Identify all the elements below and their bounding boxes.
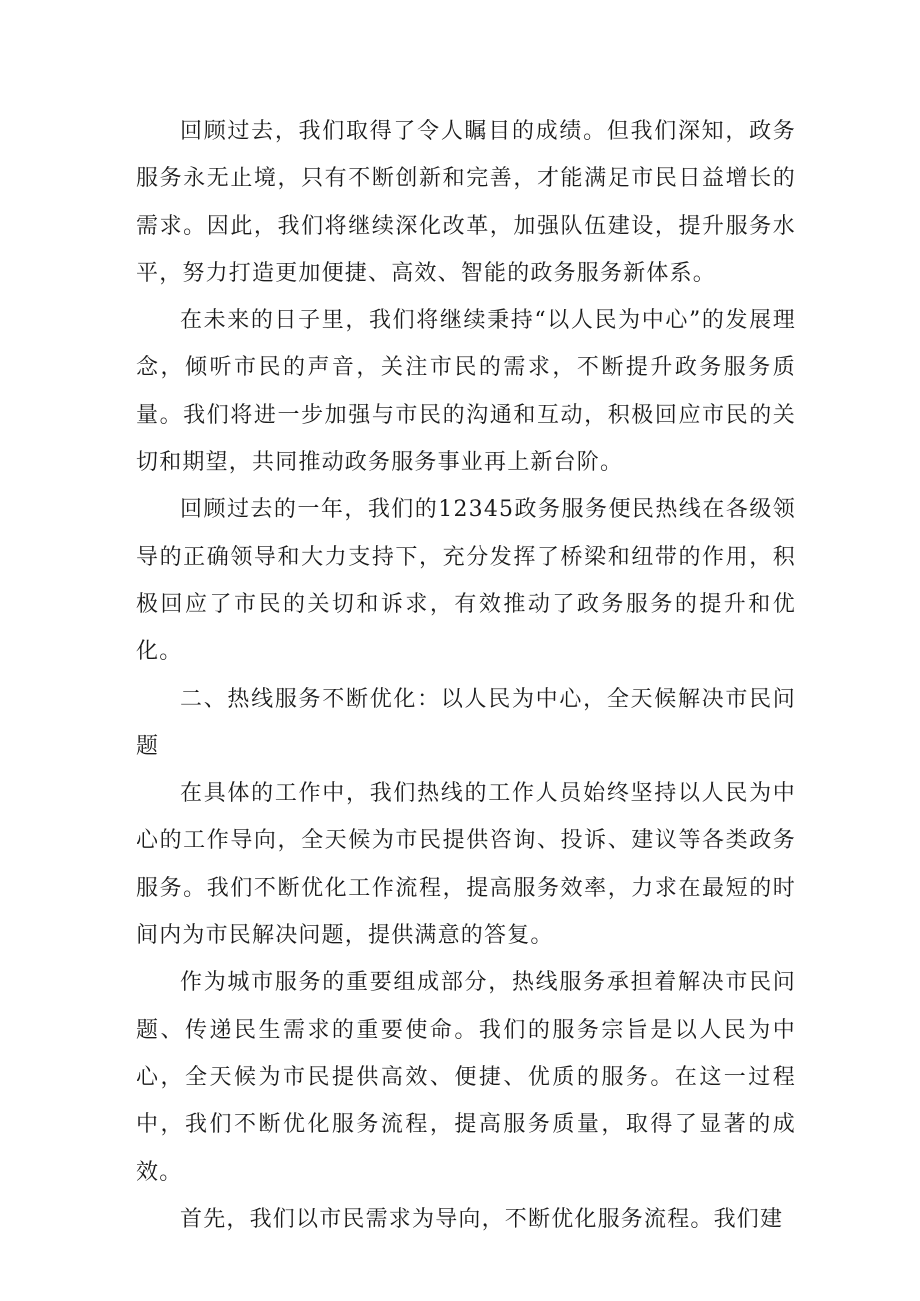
- paragraph-service-mission: 作为城市服务的重要组成部分，热线服务承担着解决市民问题、传递民生需求的重要使命。我们的服务宗旨是以人民为中心，全天候为市民提供高效、便捷、优质的服务。在这一过程中，我们不断优化服务流程，提高服务质量，取得了显著的成效。: [136, 970, 796, 1185]
- section-heading-hotline-optimization: 二、热线服务不断优化：以人民为中心，全天候解决市民问题: [136, 686, 796, 759]
- document-body: [136, 108, 796, 1243]
- paragraph-review-achievements: 回顾过去，我们取得了令人瞩目的成绩。但我们深知，政务服务永无止境，只有不断创新和完善，才能满足市民日益增长的需求。因此，我们将继续深化改革，加强队伍建设，提升服务水平，努力打造更加便捷、高效、智能的政务服务新体系。: [136, 119, 796, 286]
- paragraph-work-orientation: 在具体的工作中，我们热线的工作人员始终坚持以人民为中心的工作导向，全天候为市民提供咨询、投诉、建议等各类政务服务。我们不断优化工作流程，提高服务效率，力求在最短的时间内为市民解决问题，提供满意的答复。: [136, 781, 796, 949]
- paragraph-future-outlook: 在未来的日子里，我们将继续秉持“以人民为中心”的发展理念，倾听市民的声音，关注市民的需求，不断提升政务服务质量。我们将进一步加强与市民的沟通和互动，积极回应市民的关切和期望，共同推动政务服务事业再上新台阶。: [136, 308, 796, 476]
- paragraph-first-point: 首先，我们以市民需求为导向，不断优化服务流程。我们建: [180, 1206, 784, 1232]
- paragraph-hotline-year-review: 回顾过去的一年，我们的12345政务服务便民热线在各级领导的正确领导和大力支持下，充分发挥了桥梁和纽带的作用，积极回应了市民的关切和诉求，有效推动了政务服务的提升和优化。: [136, 497, 796, 665]
